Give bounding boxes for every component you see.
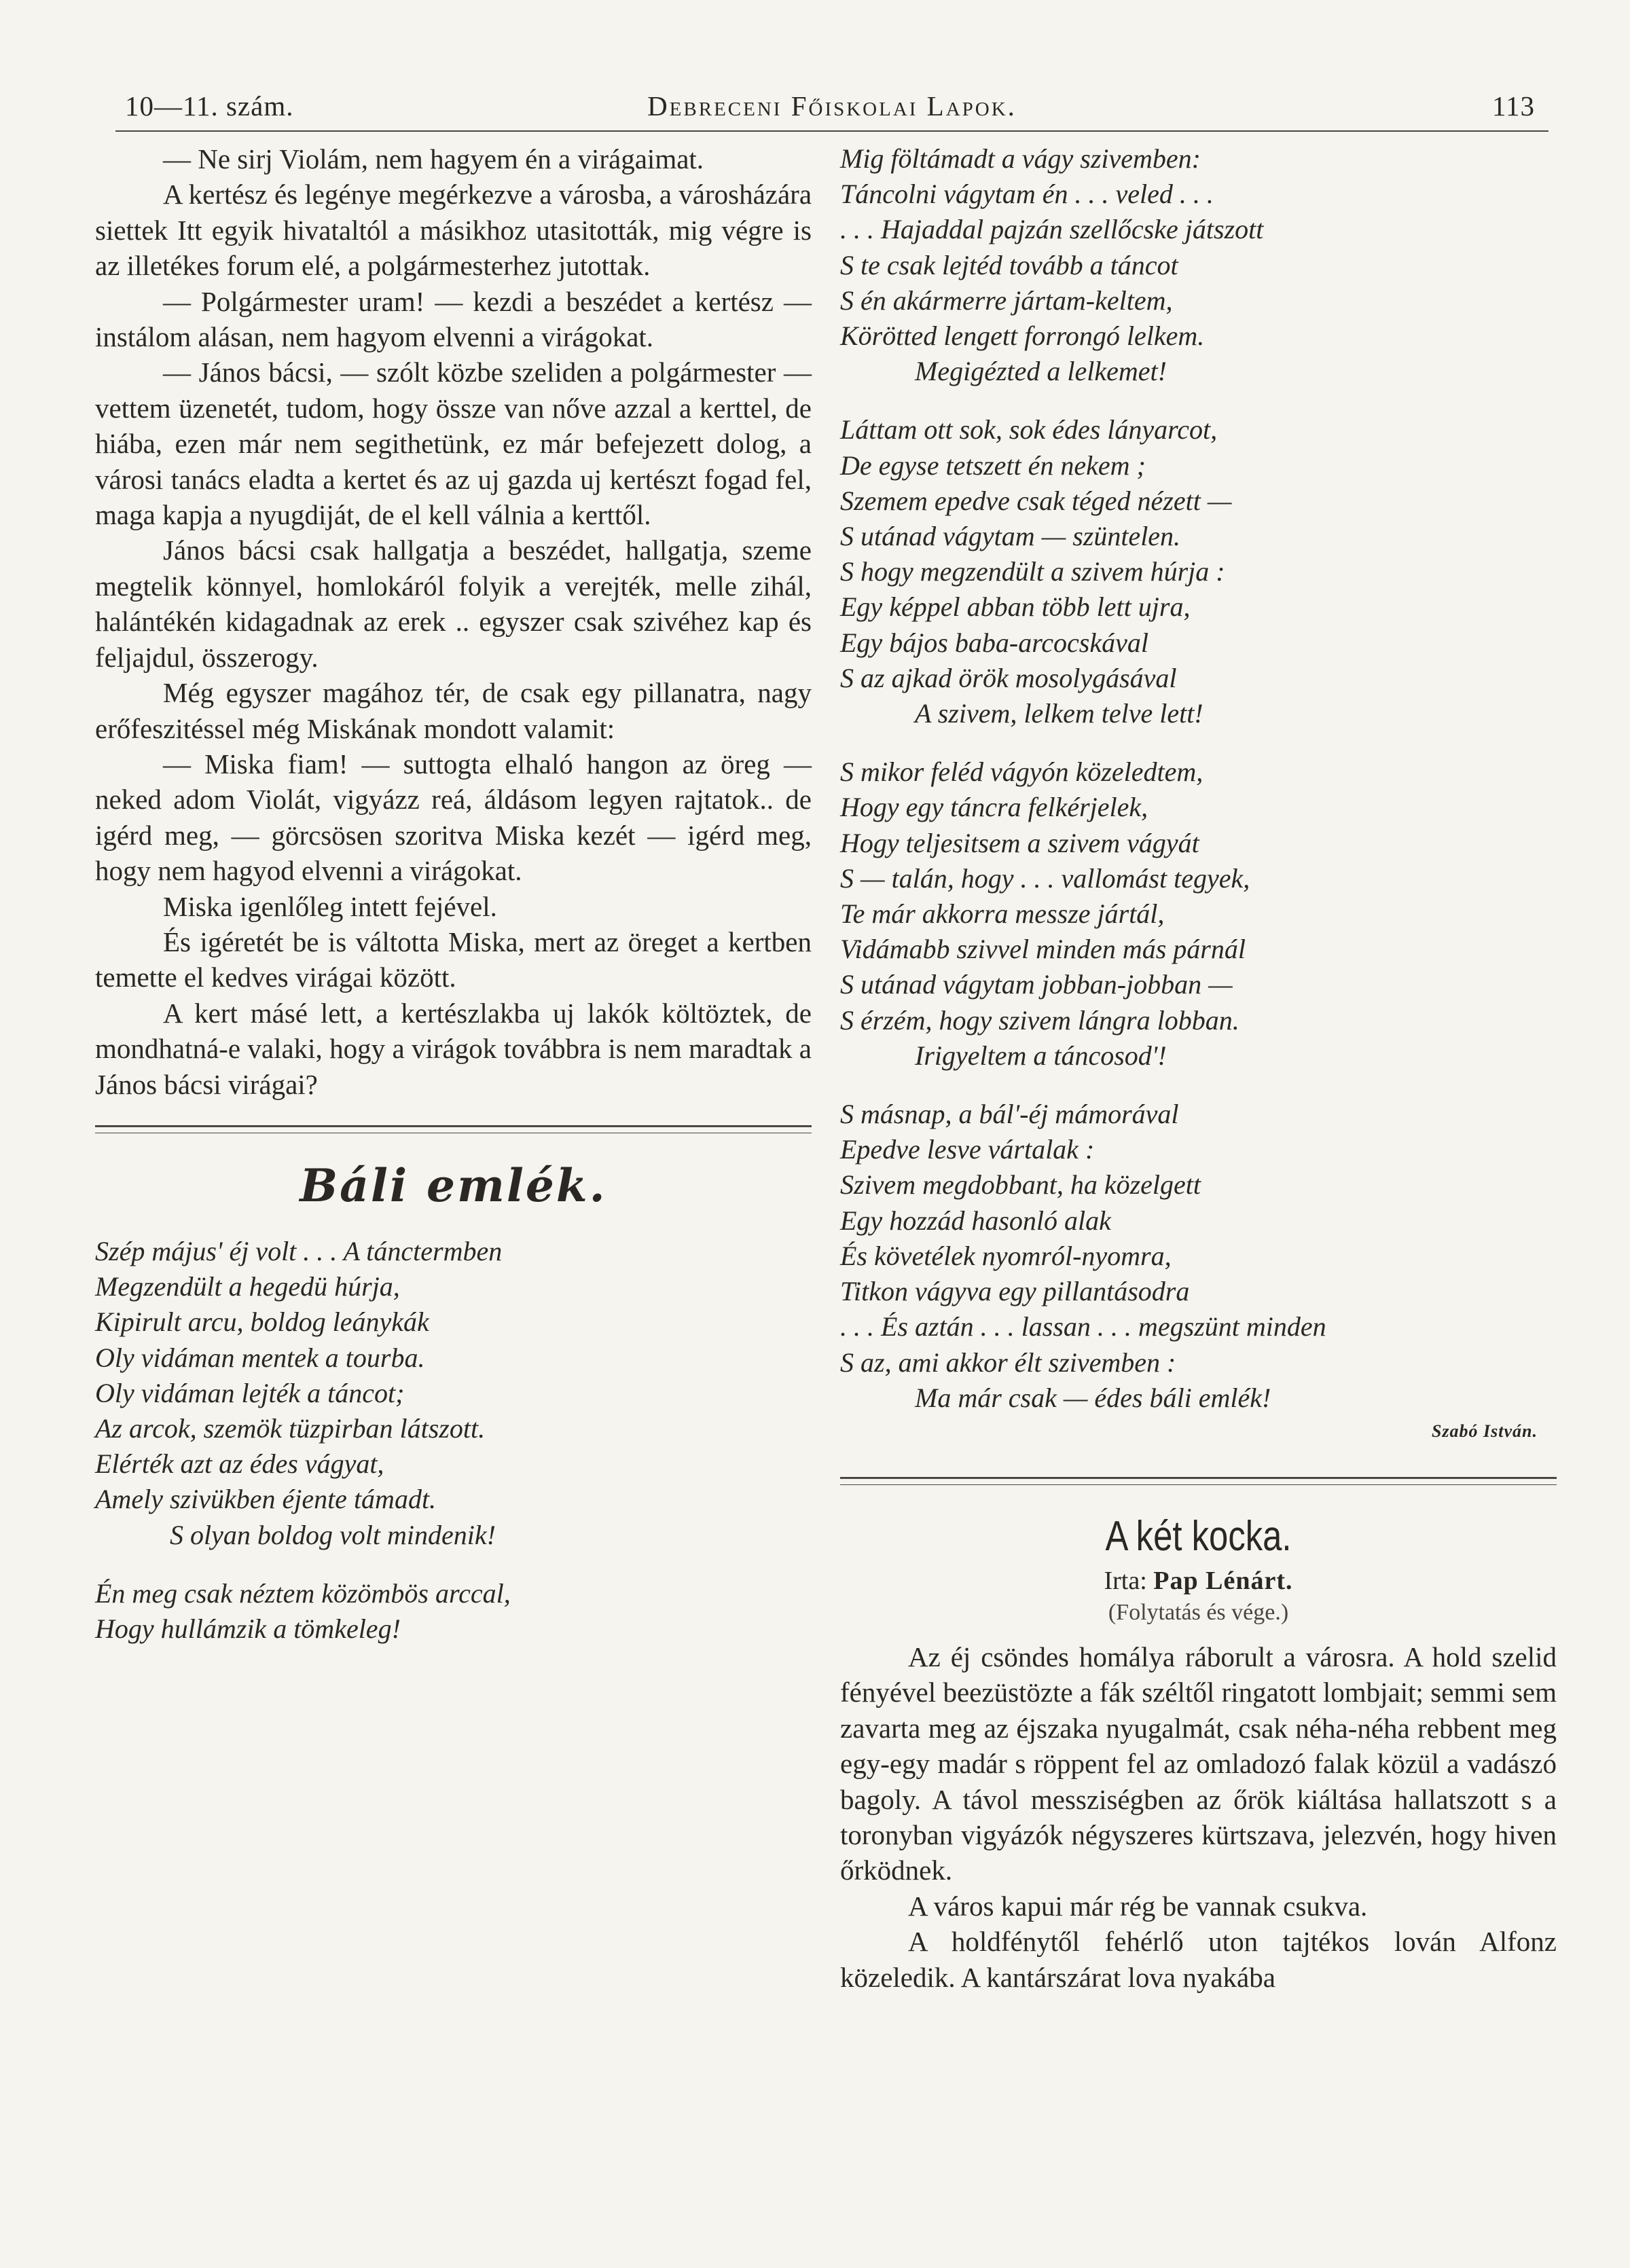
- poem-line: A szivem, lelkem telve lett!: [915, 698, 1203, 729]
- poem-line: De egyse tetszett én nekem ;: [840, 450, 1146, 481]
- poem-stanza: [95, 1234, 812, 1553]
- poem-line: S én akármerre jártam-keltem,: [840, 285, 1173, 316]
- story-paragraph: Miska igenlőleg intett fejével.: [163, 890, 497, 922]
- poem-line: Ma már csak — édes báli emlék!: [915, 1382, 1271, 1413]
- poem-line: Az arcok, szemök tüzpirban látszott.: [95, 1412, 486, 1444]
- section-divider: [95, 1125, 812, 1133]
- poem-line: Szemem epedve csak téged nézett —: [840, 485, 1232, 516]
- poem-stanza: [840, 1097, 1557, 1416]
- poem-line: Hogy hullámzik a tömkeleg!: [95, 1613, 401, 1644]
- issue-number: 10—11. szám.: [125, 90, 294, 122]
- poem-title: Báli emlék.: [300, 1158, 607, 1212]
- section-divider: [840, 1477, 1557, 1485]
- poem-line: Hogy teljesitsem a szivem vágyát: [840, 827, 1199, 858]
- poem-line: Elérték azt az édes vágyat,: [95, 1448, 384, 1480]
- poem-part-left: [95, 1234, 812, 1647]
- poem-part-right: [840, 141, 1557, 1442]
- article-byline: [840, 1566, 1557, 1596]
- poem-line: S olyan boldog volt mindenik!: [170, 1519, 496, 1550]
- poem-line: S másnap, a bál'-éj mámorával: [840, 1099, 1179, 1130]
- poem-line: Táncolni vágytam én . . . veled . . .: [840, 179, 1214, 210]
- story-paragraph: — János bácsi, — szólt közbe szeliden a polgármester — vettem üzenetét, tudom, hogy össze van nőve azzal a kerttel, de hiába, ezen már nem segithetünk, ez már befejezett dolog, a városi tanács eladta a kertet és az uj gazda uj kertészt fogad fel, maga kapja a nyugdiját, de el kell válnia a kerttől.: [95, 356, 812, 531]
- poem-line: . . . Hajaddal pajzán szellőcske játszott: [840, 214, 1264, 245]
- poem-line: Egy hozzád hasonló alak: [840, 1205, 1111, 1236]
- poem-line: S te csak lejtéd tovább a táncot: [840, 249, 1178, 280]
- story-paragraph: És igéretét be is váltotta Miska, mert az öreget a kertben temette el kedves virágai között.: [95, 926, 812, 993]
- poem-line: Szép május' éj volt . . . A tánctermben: [95, 1235, 503, 1266]
- header-rule: [115, 130, 1548, 132]
- poem-stanza: [840, 141, 1557, 389]
- poem-line: Amely szivükben éjente támadt.: [95, 1484, 437, 1515]
- poem-line: Láttam ott sok, sok édes lányarcot,: [840, 414, 1218, 445]
- article-paragraph: A holdfénytől fehérlő uton tajtékos lován Alfonz közeledik. A kantárszárat lova nyakába: [840, 1926, 1557, 1993]
- right-column: [840, 141, 1557, 1995]
- article-text: [840, 1639, 1557, 1995]
- poem-line: Megzendült a hegedü húrja,: [95, 1271, 400, 1302]
- continuation-note: (Folytatás és vége.): [1108, 1599, 1289, 1625]
- poem-line: S érzém, hogy szivem lángra lobban.: [840, 1004, 1239, 1036]
- poem-line: S utánad vágytam jobban-jobban —: [840, 969, 1233, 1000]
- poem-author: Szabó István.: [1431, 1421, 1538, 1441]
- poem-line: Vidámabb szivvel minden más párnál: [840, 934, 1246, 965]
- poem-line: S utánad vágytam — szüntelen.: [840, 521, 1181, 552]
- poem-line: Egy képpel abban több lett ujra,: [840, 591, 1191, 623]
- story-paragraph: A kertész és legénye megérkezve a városba, a városházára siettek Itt egyik hivataltól a másikhoz utasitották, mig végre is az illetékes forum elé, a polgármesterhez jutottak.: [95, 179, 812, 282]
- poem-line: És követélek nyomról-nyomra,: [840, 1240, 1172, 1271]
- poem-line: Irigyeltem a táncosod'!: [915, 1040, 1167, 1071]
- journal-title: Debreceni Főiskolai Lapok.: [647, 90, 1017, 122]
- poem-line: Titkon vágyva egy pillantásodra: [840, 1276, 1190, 1307]
- poem-line: . . . És aztán . . . lassan . . . megszünt minden: [840, 1311, 1326, 1342]
- poem-line: Oly vidáman lejték a táncot;: [95, 1377, 405, 1408]
- poem-line: Megigézted a lelkemet!: [915, 356, 1167, 387]
- poem-line: S az ajkad örök mosolygásával: [840, 662, 1177, 693]
- poem-line: Mig föltámadt a vágy szivemben:: [840, 143, 1201, 174]
- story-paragraph: — Polgármester uram! — kezdi a beszédet a kertész — instálom alásan, nem hagyom elvenni a virágokat.: [95, 285, 812, 353]
- poem-line: S hogy megzendült a szivem húrja :: [840, 556, 1225, 587]
- story-paragraph: — Ne sirj Violám, nem hagyem én a virágaimat.: [163, 143, 704, 175]
- poem-line: Kipirult arcu, boldog leánykák: [95, 1306, 429, 1338]
- story-paragraph: A kert másé lett, a kertészlakba uj lakók költöztek, de mondhatná-e valaki, hogy a virágok továbbra is nem maradtak a János bácsi virágai?: [95, 997, 812, 1100]
- poem-line: Én meg csak néztem közömbös arccal,: [95, 1577, 511, 1609]
- poem-line: Te már akkorra messze jártál,: [840, 898, 1165, 930]
- article-title: A két kocka.: [1105, 1512, 1292, 1560]
- article-paragraph: Az éj csöndes homálya ráborult a városra. A hold szelid fényével beezüstözte a fák széltől ringatott lombjait; semmi sem zavarta meg az éjszaka nyugalmát, csak néha-néha rebbent meg egy-egy madár s röppent fel az omladozó falak közül a vadászó bagoly. A távol messziségben az őrök kiáltása hallatszott s a toronyban vigyázók négyszeres kürtszava, jelezvén, hogy hiven őrködnek.: [840, 1641, 1557, 1886]
- poem-stanza: [840, 754, 1557, 1074]
- poem-line: S az, ami akkor élt szivemben :: [840, 1347, 1176, 1378]
- story-text: [95, 141, 812, 1102]
- story-paragraph: János bácsi csak hallgatja a beszédet, hallgatja, szeme megtelik könnyel, homlokáról folyik a verejték, melle zihál, halántékén kidagadnak az erek .. egyszer csak szivéhez kap és feljajdul, összerogy.: [95, 534, 812, 673]
- poem-stanza: [95, 1576, 812, 1647]
- page-number: 113: [1492, 90, 1535, 122]
- left-column: [95, 141, 812, 1670]
- poem-line: Egy bájos baba-arcocskával: [840, 627, 1148, 658]
- byline-prefix: Irta:: [1104, 1566, 1147, 1595]
- poem-line: Szivem megdobbant, ha közelgett: [840, 1169, 1201, 1201]
- poem-line: Körötted lengett forrongó lelkem.: [840, 321, 1205, 352]
- page-header: [115, 80, 1548, 134]
- poem-line: S — talán, hogy . . . vallomást tegyek,: [840, 862, 1250, 894]
- poem-stanza: [840, 412, 1557, 731]
- article-paragraph: A város kapui már rég be vannak csukva.: [908, 1890, 1368, 1922]
- story-paragraph: — Miska fiam! — suttogta elhaló hangon az öreg — neked adom Violát, vigyázz reá, áldásom legyen rajtatok.. de igérd meg, — görcsösen szoritva Miska kezét — igérd meg, hogy nem hagyod elvenni a virágokat.: [95, 748, 812, 887]
- poem-line: S mikor feléd vágyón közeledtem,: [840, 756, 1203, 788]
- poem-line: Epedve lesve vártalak :: [840, 1134, 1095, 1165]
- poem-line: Oly vidáman mentek a tourba.: [95, 1342, 425, 1373]
- byline-author: Pap Lénárt.: [1153, 1566, 1293, 1595]
- poem-line: Hogy egy táncra felkérjelek,: [840, 792, 1148, 823]
- story-paragraph: Még egyszer magához tér, de csak egy pillanatra, nagy erőfeszitéssel még Miskának mondott valamit:: [95, 677, 812, 744]
